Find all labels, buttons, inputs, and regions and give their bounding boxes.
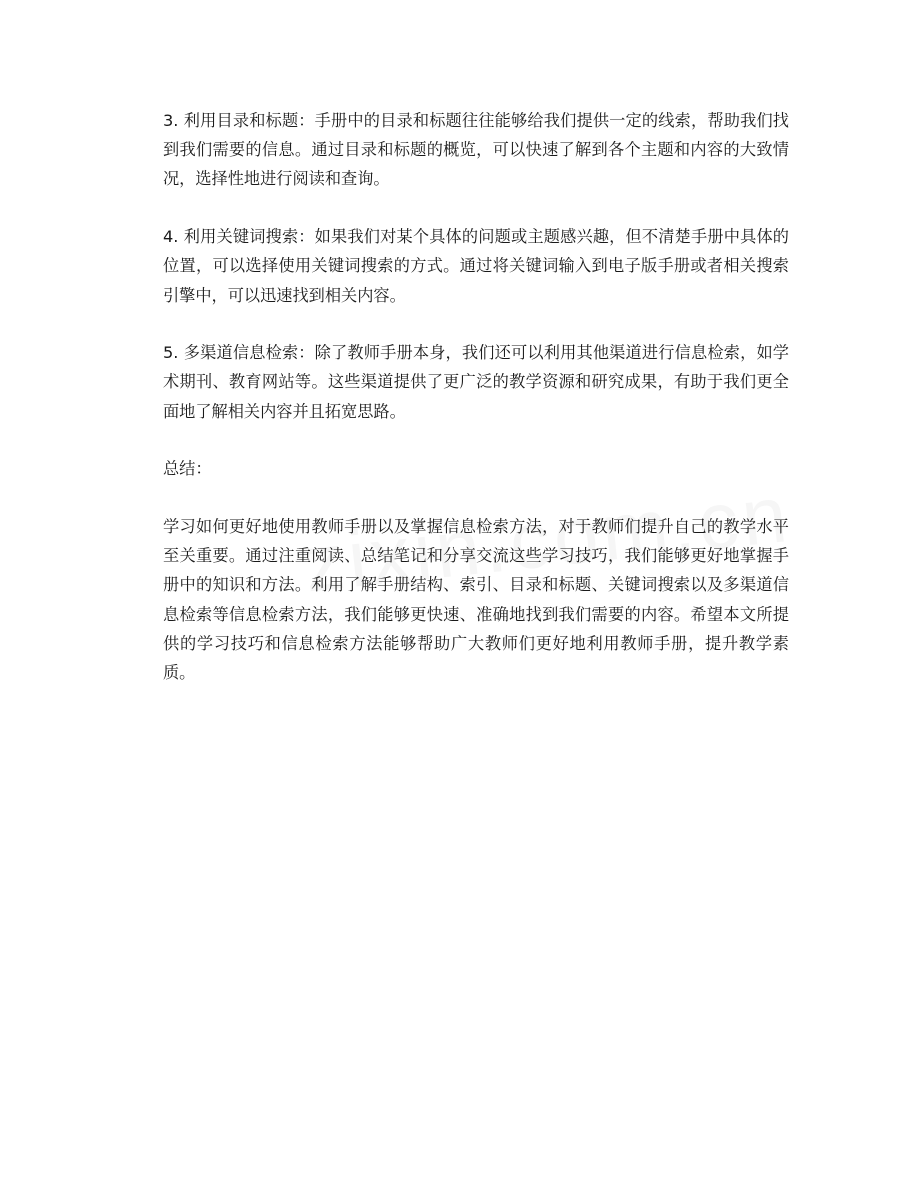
document-body (163, 106, 789, 716)
summary-heading: 总结： (163, 459, 212, 479)
paragraph-directory-and-titles: 3. 利用目录和标题：手册中的目录和标题往往能够给我们提供一定的线索，帮助我们找到我们需要的信息。通过目录和标题的概览，可以快速了解到各个主题和内容的大致情况，选择性地进行阅读和查询。 (163, 111, 789, 189)
paragraph-multichannel-retrieval: 5. 多渠道信息检索：除了教师手册本身，我们还可以利用其他渠道进行信息检索，如学术期刊、教育网站等。这些渠道提供了更广泛的教学资源和研究成果，有助于我们更全面地了解相关内容并且拓宽思路。 (163, 343, 789, 421)
paragraph-keyword-search: 4. 利用关键词搜索：如果我们对某个具体的问题或主题感兴趣，但不清楚手册中具体的位置，可以选择使用关键词搜索的方式。通过将关键词输入到电子版手册或者相关搜索引擎中，可以迅速找到相关内容。 (163, 227, 789, 305)
paragraph-summary: 学习如何更好地使用教师手册以及掌握信息检索方法，对于教师们提升自己的教学水平至关重要。通过注重阅读、总结笔记和分享交流这些学习技巧，我们能够更好地掌握手册中的知识和方法。利用了解手册结构、索引、目录和标题、关键词搜索以及多渠道信息检索等信息检索方法，我们能够更快速、准确地找到我们需要的内容。希望本文所提供的学习技巧和信息检索方法能够帮助广大教师们更好地利用教师手册，提升教学素质。 (163, 517, 789, 683)
